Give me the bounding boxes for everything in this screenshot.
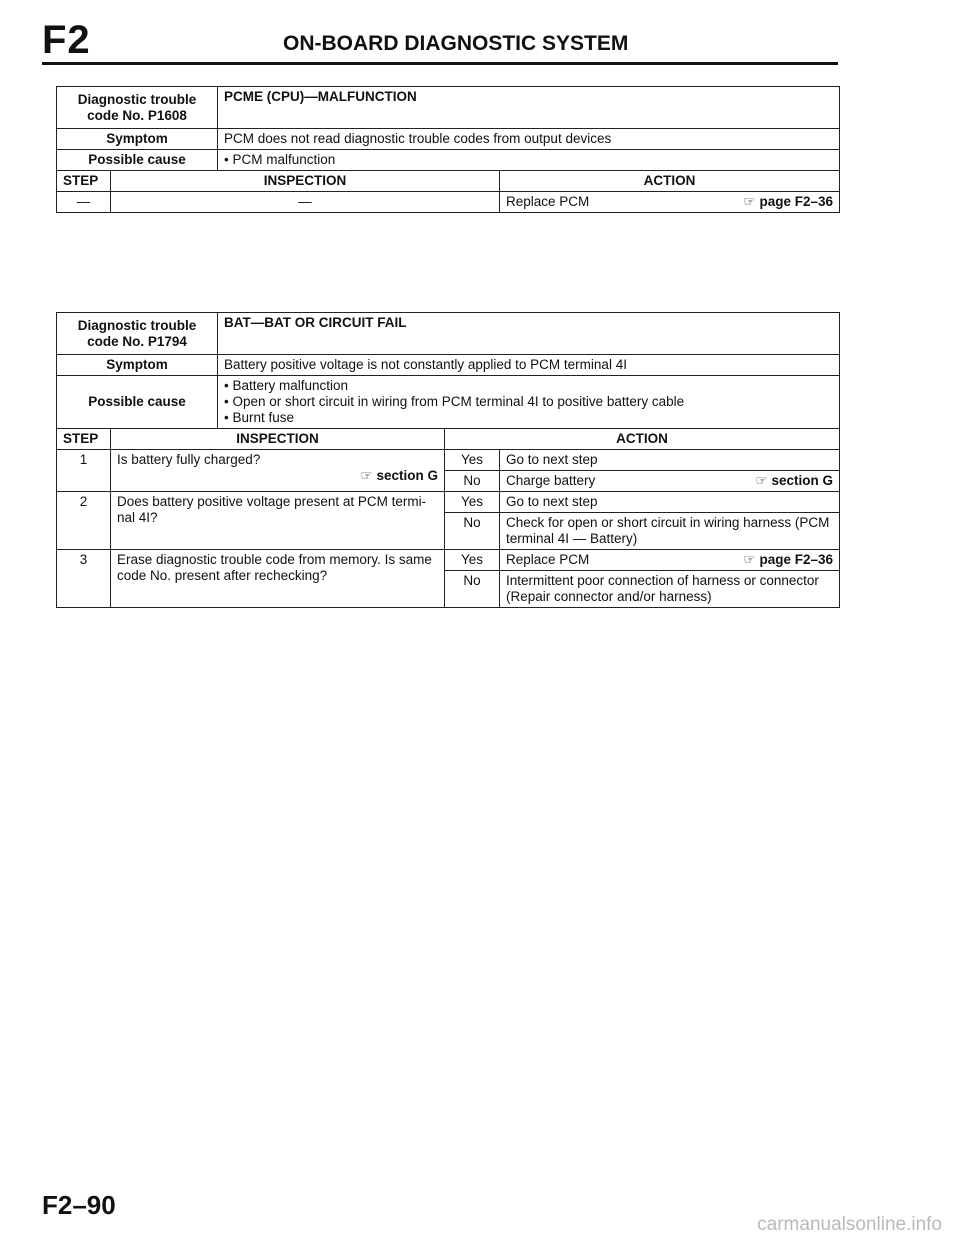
cause-label: Possible cause bbox=[57, 150, 218, 171]
answer-no: No bbox=[445, 471, 500, 492]
cause-label: Possible cause bbox=[57, 376, 218, 429]
pointing-hand-icon: ☞ bbox=[743, 194, 756, 209]
ref-text: section G bbox=[376, 468, 438, 483]
action-yes: Go to next step bbox=[500, 492, 840, 513]
page-title: ON-BOARD DIAGNOSTIC SYSTEM bbox=[283, 32, 629, 55]
section-code: F2 bbox=[42, 18, 91, 62]
action-yes: Go to next step bbox=[500, 450, 840, 471]
step-number: 2 bbox=[57, 492, 111, 550]
dtc-title: BAT—BAT OR CIRCUIT FAIL bbox=[218, 313, 840, 355]
action-text: Charge battery bbox=[506, 473, 596, 488]
col-action: ACTION bbox=[500, 171, 840, 192]
page-number: F2–90 bbox=[42, 1190, 116, 1220]
col-action: ACTION bbox=[445, 429, 840, 450]
cause-item: • PCM malfunction bbox=[224, 152, 833, 168]
cause-list bbox=[218, 376, 840, 429]
answer-no: No bbox=[445, 513, 500, 550]
page-ref-link[interactable] bbox=[743, 552, 833, 568]
dtc-table-p1608 bbox=[56, 86, 840, 213]
dtc-label: Diagnostic trouble code No. P1794 bbox=[57, 313, 218, 355]
pointing-hand-icon: ☞ bbox=[755, 473, 768, 488]
answer-yes: Yes bbox=[445, 450, 500, 471]
step-number: 1 bbox=[57, 450, 111, 492]
step-number: 3 bbox=[57, 550, 111, 608]
step-number: — bbox=[57, 192, 111, 213]
step-action bbox=[500, 192, 840, 213]
answer-yes: Yes bbox=[445, 492, 500, 513]
watermark: carmanualsonline.info bbox=[757, 1214, 942, 1235]
action-no: Check for open or short circuit in wiring harness (PCM terminal 4I — Battery) bbox=[500, 513, 840, 550]
answer-yes: Yes bbox=[445, 550, 500, 571]
action-no bbox=[500, 471, 840, 492]
symptom-text: PCM does not read diagnostic trouble codes from output devices bbox=[218, 129, 840, 150]
symptom-label: Symptom bbox=[57, 355, 218, 376]
step-inspection bbox=[111, 450, 445, 492]
step-inspection: Does battery positive voltage present at PCM termi-nal 4I? bbox=[111, 492, 445, 550]
pointing-hand-icon: ☞ bbox=[360, 468, 373, 483]
ref-text: page F2–36 bbox=[759, 194, 833, 209]
col-step: STEP bbox=[57, 171, 111, 192]
dtc-table-p1794 bbox=[56, 312, 840, 608]
action-no: Intermittent poor connection of harness or connector (Repair connector and/or harness) bbox=[500, 571, 840, 608]
answer-no: No bbox=[445, 571, 500, 608]
cause-item: • Open or short circuit in wiring from PCM terminal 4I to positive battery cable bbox=[224, 394, 833, 410]
symptom-text: Battery positive voltage is not constantly applied to PCM terminal 4I bbox=[218, 355, 840, 376]
pointing-hand-icon: ☞ bbox=[743, 552, 756, 567]
action-yes bbox=[500, 550, 840, 571]
dtc-title: PCME (CPU)—MALFUNCTION bbox=[218, 87, 840, 129]
inspection-text: Is battery fully charged? bbox=[117, 452, 261, 467]
col-inspection: INSPECTION bbox=[111, 171, 500, 192]
action-text: Replace PCM bbox=[506, 194, 590, 209]
symptom-label: Symptom bbox=[57, 129, 218, 150]
dtc-label: Diagnostic trouble code No. P1608 bbox=[57, 87, 218, 129]
section-ref-link[interactable] bbox=[117, 468, 438, 484]
cause-list bbox=[218, 150, 840, 171]
ref-text: page F2–36 bbox=[759, 552, 834, 567]
step-inspection: Erase diagnostic trouble code from memory. Is same code No. present after rechecking? bbox=[111, 550, 445, 608]
col-inspection: INSPECTION bbox=[111, 429, 445, 450]
action-text: Replace PCM bbox=[506, 552, 590, 567]
ref-text: section G bbox=[771, 473, 834, 488]
step-inspection: — bbox=[111, 192, 500, 213]
cause-item: • Burnt fuse bbox=[224, 410, 833, 426]
section-ref-link[interactable] bbox=[755, 473, 833, 489]
page-ref-link[interactable] bbox=[743, 194, 833, 210]
header-divider bbox=[42, 62, 838, 65]
cause-item: • Battery malfunction bbox=[224, 378, 833, 394]
col-step: STEP bbox=[57, 429, 111, 450]
